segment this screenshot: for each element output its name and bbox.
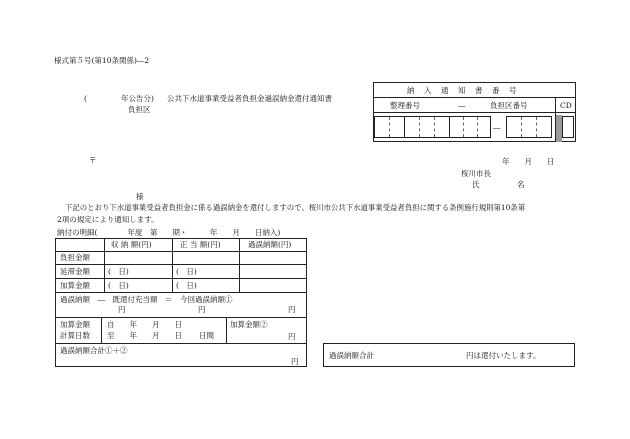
delinquency-days-received: ( 日) [108,267,129,276]
grid-line [55,264,307,265]
grid-line [55,292,307,293]
notice-year-suffix: 年公告分) [121,94,154,103]
formula-yen-3: 円 [288,305,296,314]
overpaid-formula: 過誤納額 ― 既還付充当額 ＝ 今回過誤納額① [60,295,233,304]
calculation-days-label: 計算日数 [60,331,90,340]
district-number-label: 負担区番号 [490,101,528,110]
serial-number-label: 整理番号 [390,101,420,110]
issue-date: 年 月 日 [502,157,555,166]
cell-divider [449,117,450,137]
body-text-line2: 2項の規定により通知します。 [57,215,159,224]
notice-number-title: 納 入 通 知 書 番 号 [407,86,518,95]
grid-line [172,238,173,292]
addition-yen: 円 [288,332,296,341]
cell-divider [477,117,478,137]
mayor-label: 桜川市長 [461,169,491,178]
header-correct: 正 当 額(円) [180,240,221,249]
honorific: 様 [136,192,144,201]
addition-days-correct: ( 日) [176,281,197,290]
grid-line [55,343,307,344]
grid-line [239,238,240,292]
summary-refund-text: 円は還付いたします。 [466,351,541,360]
period-to: 至 年 月 日 [107,331,182,340]
statement-caption: 納付の明細( 年度 第 期・ 年 月 日納入) [57,228,281,237]
period-days: 日間 [199,331,214,340]
header-overpaid: 過誤納額(円) [248,240,292,249]
district-number-cells[interactable] [506,116,552,138]
grid-line [55,278,307,279]
divider [373,112,576,113]
delinquency-days-correct: ( 日) [176,267,197,276]
postal-mark: 〒 [89,156,97,165]
row-label-charge: 負担金額 [60,253,90,262]
name-label: 氏 名 [472,180,525,189]
notice-title: 公共下水道事業受益者負担金過誤納金還付通知書 [167,94,332,103]
period-from: 自 年 月 日 [107,320,182,329]
cells-dash: ― [493,123,501,132]
cell-divider [434,117,435,137]
total-overpaid-label: 過誤納額合計①＋② [60,346,128,355]
grid-line [226,317,227,343]
summary-label: 過誤納額合計 [329,351,374,360]
formula-yen-2: 円 [198,305,206,314]
cell-divider [404,117,405,137]
cell-divider [419,117,420,137]
addition-amount-2-label: 加算金額② [230,320,268,329]
grid-line [55,251,307,252]
cd-cell[interactable] [562,116,574,138]
row-label-delinquency: 延滞金額 [60,267,90,276]
cell-divider [389,117,390,137]
serial-number-cells[interactable] [374,116,491,138]
header-received: 収 納 額(円) [111,240,152,249]
addition-amount-label: 加算金額 [60,320,90,329]
addition-days-received: ( 日) [108,281,129,290]
cell-divider [536,117,537,137]
serial-dash: ― [458,101,466,110]
formula-yen-1: 円 [118,305,126,314]
divider [373,97,576,98]
body-text-line1: 下記のとおり下水道事業受益者負担金に係る過誤納金を還付しますので、桜川市公共下水道事業受益者負担に関する条例施行規則第10条第 [65,203,526,212]
notice-prefix: ( [84,94,87,103]
grid-line [104,238,105,292]
cell-divider [463,117,464,137]
form-number: 様式第５号(第10条関係)―2 [54,56,150,65]
grid-line [55,317,307,318]
cd-label: CD [560,101,572,110]
total-yen: 円 [291,357,299,366]
district-label: 負担区 [128,105,151,114]
grid-line [101,317,102,343]
row-label-addition: 加算金額 [60,281,90,290]
cell-divider [521,117,522,137]
